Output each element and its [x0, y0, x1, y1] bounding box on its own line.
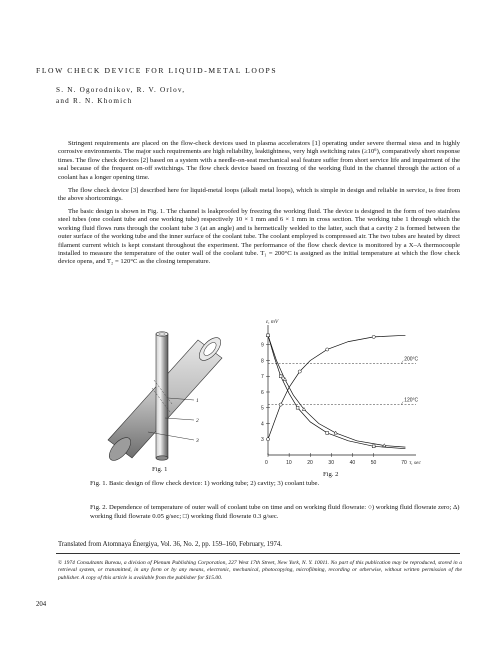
- callout-1: 1: [196, 398, 199, 404]
- x-tick-label-last: 70: [401, 460, 407, 466]
- figure-1-diagram: [90, 328, 230, 478]
- data-point-circle: [279, 403, 282, 406]
- article-title: FLOW CHECK DEVICE FOR LIQUID-METAL LOOPS: [36, 66, 278, 75]
- y-tick-label: 3: [261, 437, 264, 444]
- series-line-circle: [268, 335, 405, 439]
- x-axis-label: τ, sec: [409, 460, 421, 466]
- authors-line-2: and R. N. Khomich: [56, 96, 133, 105]
- figure-1-caption: Fig. 1. Basic design of flow check device: 1) working tube; 2) cavity; 3) coolant tube.: [90, 480, 320, 487]
- figure-1-label: Fig. 1: [152, 466, 168, 473]
- x-tick-label: 30: [328, 460, 334, 466]
- x-tick-label: 0: [265, 460, 268, 466]
- series-line-triangle: [268, 335, 405, 447]
- translation-note: Translated from Atomnaya Énergiya, Vol. 36, No. 2, pp. 159–160, February, 1974.: [58, 541, 282, 548]
- data-point-square: [326, 432, 329, 435]
- paragraph-2: The flow check device [3] described here for liquid-metal loops (alkali metal loops), which is simple in design and reliable in service, is free from the above shortcomings.: [58, 186, 460, 203]
- x-tick-label: 40: [349, 460, 356, 466]
- callout-3-leader: [148, 432, 194, 440]
- figure-2-chart: [248, 315, 460, 473]
- copyright-symbol: ©: [58, 560, 63, 566]
- callout-2: 2: [196, 418, 199, 424]
- data-point-square: [279, 375, 282, 378]
- copyright-text: 1974 Consultants Bureau, a division of Plenum Publishing Corporation, 227 West 17th Street, New York, N. Y. 10011. No part of this publication may be reproduced, stored in a retrieval system, or transmitted, in any form or by any means, electronic, mechanical, photocopying, microfilming, recording or otherwise, without written permission of the publisher. A copy of this article is available from the publisher for $15.00.: [58, 560, 463, 581]
- callout-2-leader: [165, 418, 194, 420]
- authors-line-1: S. N. Ogorodnikov, R. V. Orlov,: [56, 86, 186, 94]
- body-text: [58, 140, 460, 271]
- annotation-label: 200°C: [404, 356, 419, 363]
- authors: [56, 85, 356, 106]
- copyright-notice: [58, 560, 462, 582]
- divider: [56, 553, 460, 554]
- x-tick-label: 20: [307, 460, 313, 466]
- y-axis-label: ε, mV: [266, 319, 279, 325]
- callout-3: 3: [196, 438, 199, 444]
- data-point-triangle: [283, 378, 286, 381]
- annotation-leader: [401, 361, 403, 364]
- y-tick-label: 5: [261, 405, 264, 412]
- figure-2-caption: Fig. 2. Dependence of temperature of outer wall of coolant tube on time and on working fluid flowrate: ○) working fluid flowrate zero; Δ) working fluid flowrate 0.05 g/sec; □) working fluid flowrate 0.3 g/sec.: [90, 504, 460, 520]
- y-tick-label: 8: [261, 358, 264, 365]
- paragraph-3: The basic design is shown in Fig. 1. The channel is leakproofed by freezing the working fluid. The device is designed in the form of two stainless steel tubes (one coolant tube and one working tube) respectively 10 × 1 mm and 6 × 1 mm in cross section. The working tube 1 through which the working fluid flows runs through the coolant tube 3 (at an angle) and is hermetically welded to the latter, such that a cavity 2 is formed between the outer surface of the working tube and the inner surface of the coolant tube. The coolant employed is compressed air. The two tubes are heated by direct filament current which is kept constant throughout the experiment. The performance of the flow check device is monitored by a X–A thermocouple installed to measure the temperature of the outer wall of the coolant tube. T₁ = 200°C is assigned as the initial temperature at which the flow check device opens, and T₂ = 120°C as the closing temperature.: [58, 208, 460, 266]
- data-point-circle: [326, 348, 329, 351]
- data-point-square: [267, 334, 270, 337]
- y-tick-label: 4: [261, 421, 264, 428]
- chart-plot: [261, 319, 422, 466]
- y-tick-label: 9: [261, 342, 264, 349]
- paragraph-1: Stringent requirements are placed on the flow-check devices used in plasma accelerators [1] operating under severe thermal stess and in highly corrosive environments. The major such requirements are high reliability, leaktightness, very high switching rates (≥10⁶), comparatively short response times. The flow check devices [2] based on a system with a needle-on-seat mechanical seal feature suffer from short service life and impairment of the seal because of the frequent on-off switchings. The flow check device based on freezing of the working fluid in the channel through the action of a coolant has a longer opening time.: [58, 140, 460, 181]
- series-line-square: [268, 335, 405, 448]
- data-point-circle: [266, 438, 269, 441]
- x-tick-label: 10: [286, 460, 292, 466]
- working-tube: [156, 332, 168, 460]
- y-tick-label: 7: [261, 374, 264, 381]
- y-tick-label: 6: [261, 389, 264, 396]
- figure-2-label: Fig. 2: [323, 471, 339, 478]
- data-point-square: [372, 445, 375, 448]
- x-tick-label: 50: [370, 460, 377, 466]
- data-point-circle: [298, 370, 301, 373]
- data-point-square: [296, 406, 299, 409]
- data-point-circle: [372, 335, 375, 338]
- annotation-label: 120°C: [404, 397, 419, 404]
- annotation-leader: [401, 402, 403, 405]
- page-number: 204: [36, 601, 47, 608]
